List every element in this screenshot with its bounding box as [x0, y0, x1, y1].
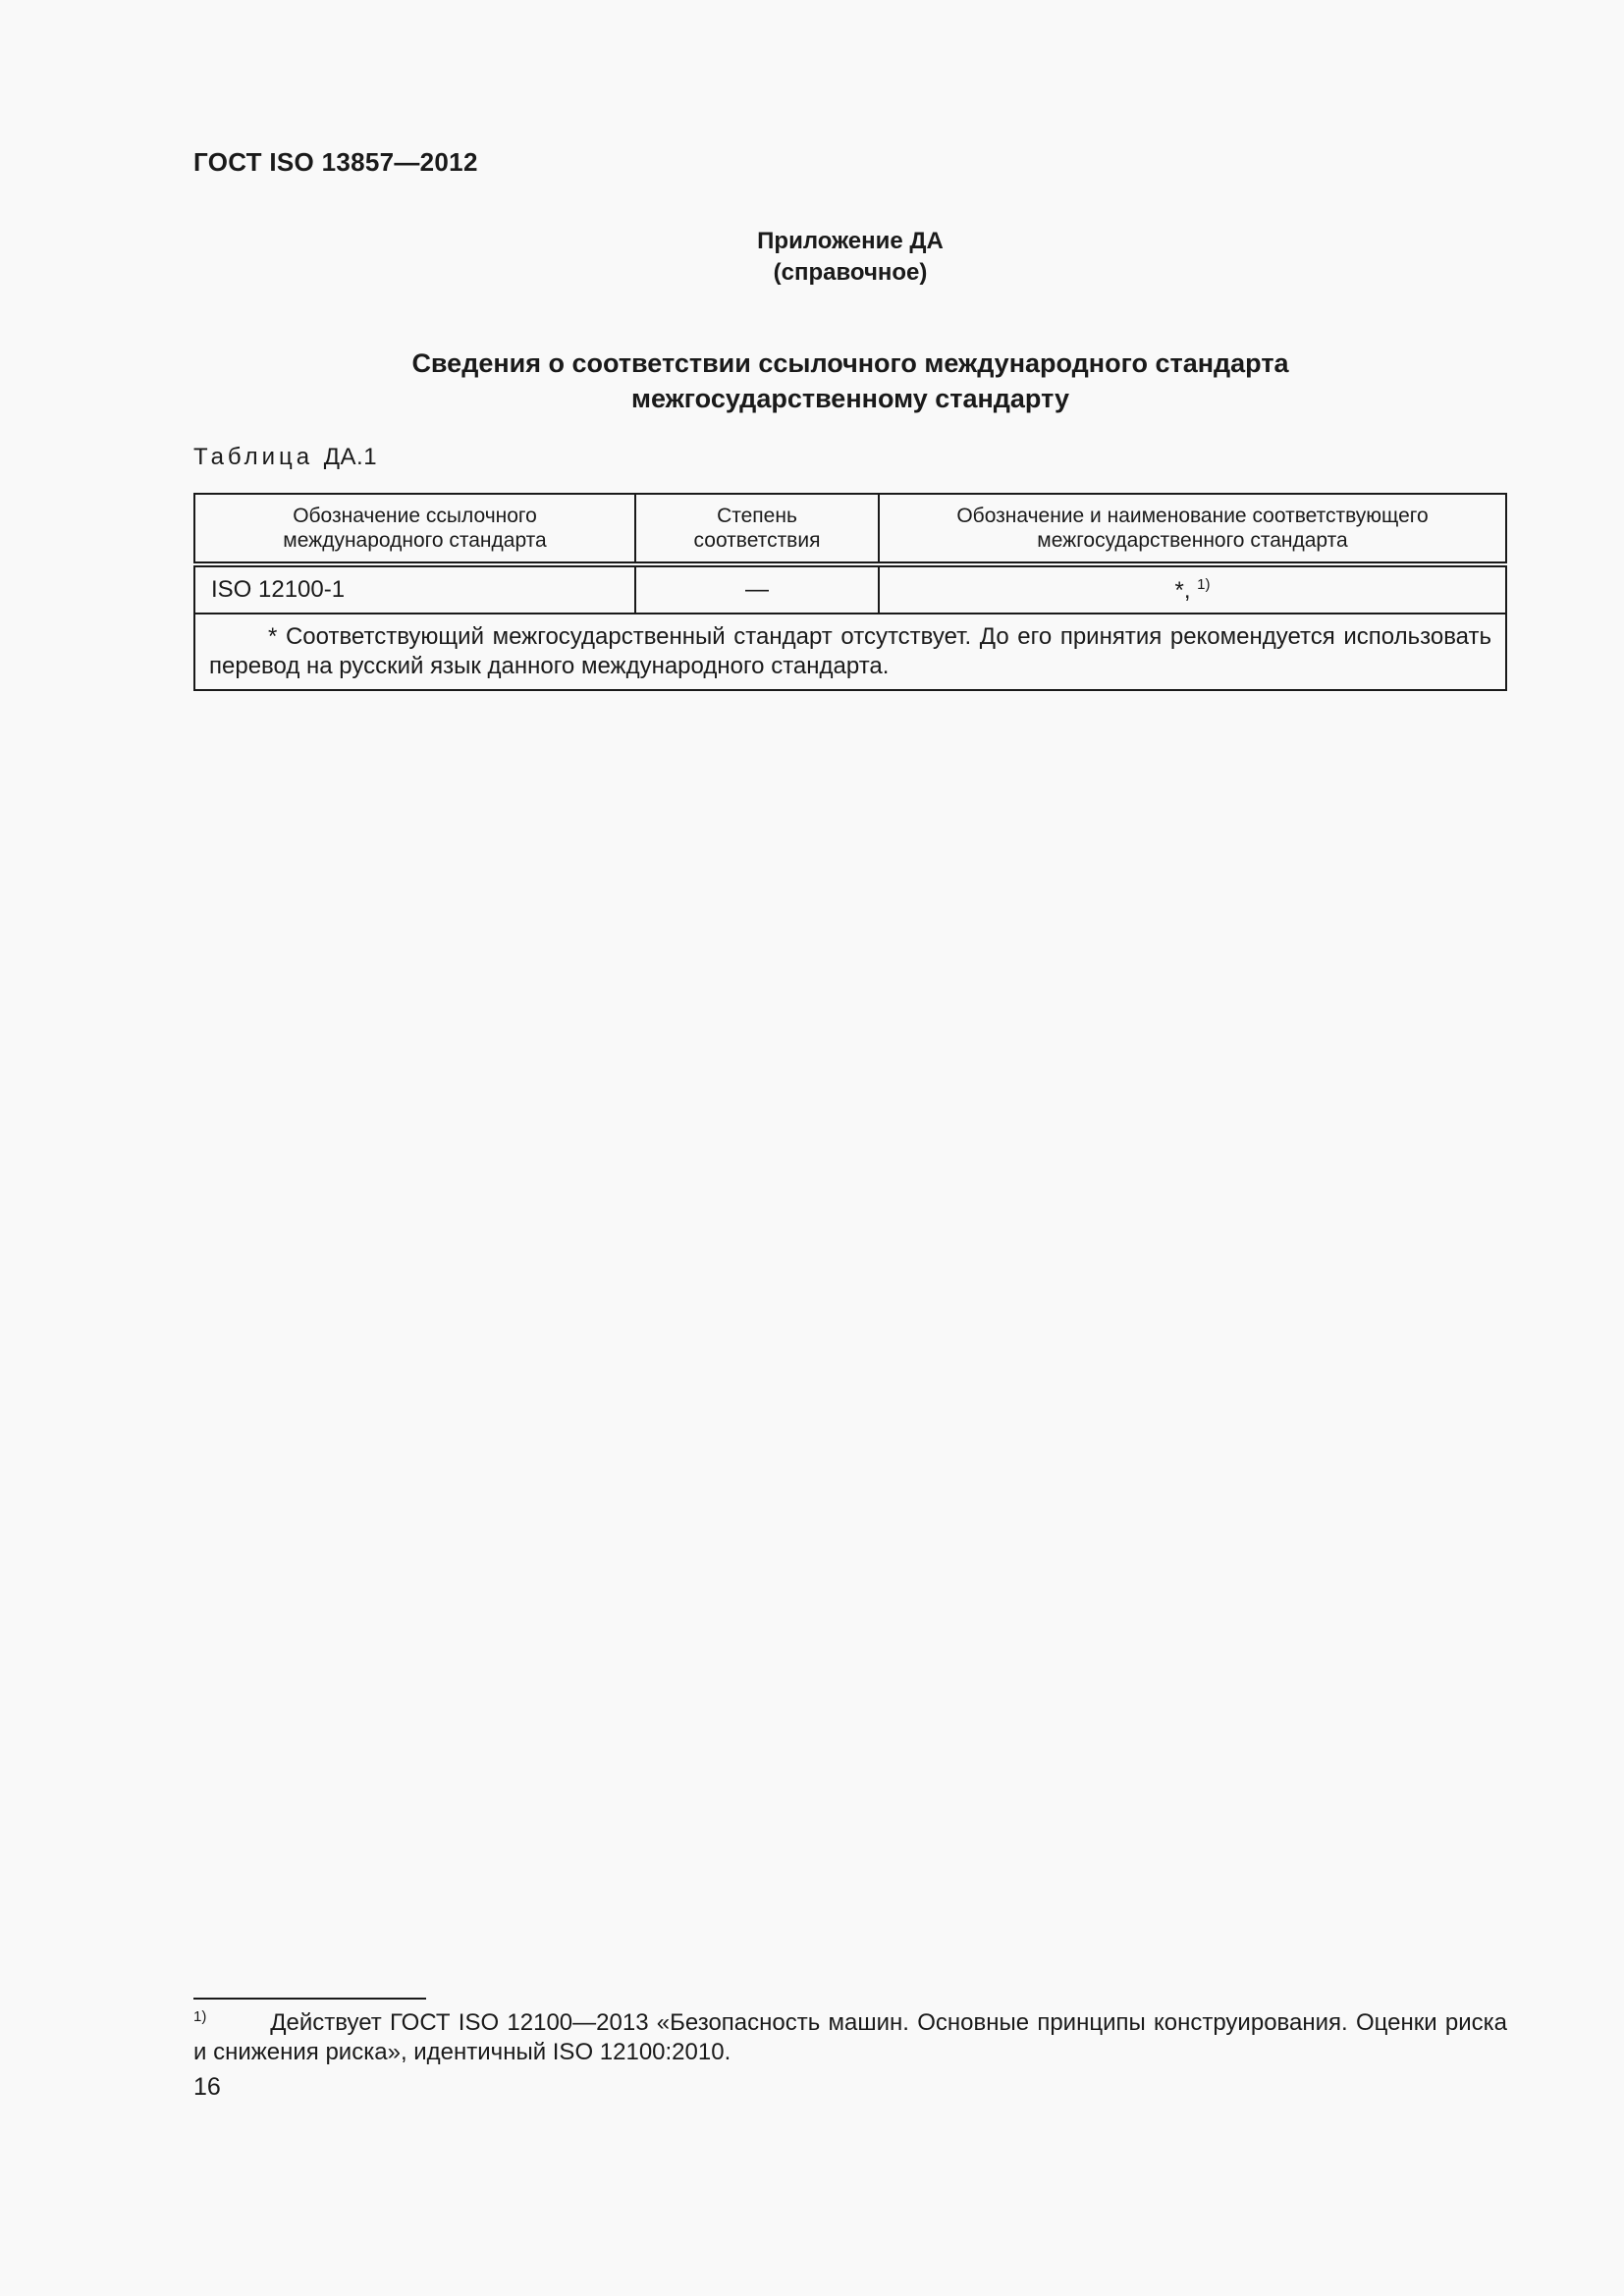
header-line: межгосударственного стандарта — [1037, 529, 1348, 552]
header-line: соответствия — [693, 529, 821, 552]
header-line: международного стандарта — [283, 529, 547, 552]
table-caption-number: ДА.1 — [323, 444, 378, 470]
annex-title-line-2: межгосударственному стандарту — [631, 384, 1069, 413]
header-reference-standard — [194, 494, 635, 564]
cell-interstate — [879, 564, 1506, 614]
header-degree — [635, 494, 879, 564]
document-code: ГОСТ ISO 13857—2012 — [193, 147, 478, 177]
annex-heading — [193, 226, 1507, 289]
header-line: Степень — [717, 505, 797, 527]
annex-label: Приложение ДА — [757, 228, 944, 254]
correspondence-table — [193, 493, 1507, 691]
table-note-text: * Соответствующий межгосударственный стандарт отсутствует. До его принятия рекомендуется использовать перевод на русский язык данного международного стандарта. — [209, 623, 1491, 679]
footnote-divider — [193, 1998, 426, 2000]
table-header-row — [194, 494, 1506, 564]
header-interstate-standard — [879, 494, 1506, 564]
header-line: Обозначение и наименование соответствующего — [956, 505, 1429, 527]
annex-kind: (справочное) — [773, 259, 928, 286]
annex-title-line-1: Сведения о соответствии ссылочного международного стандарта — [411, 348, 1289, 378]
footnote-ref: 1) — [1197, 575, 1211, 593]
annex-title — [193, 346, 1507, 416]
cell-mark: *, — [1174, 576, 1191, 604]
header-line: Обозначение ссылочного — [293, 505, 537, 527]
table-note — [194, 614, 1506, 690]
table-row — [194, 564, 1506, 614]
cell-degree: — — [635, 564, 879, 614]
table-caption — [193, 444, 377, 471]
footnote-text: Действует ГОСТ ISO 12100—2013 «Безопасность машин. Основные принципы конструирования. Оценки риска и снижения риска», идентичный ISO 12100:2010. — [193, 2009, 1507, 2065]
footnote-mark: 1) — [193, 2008, 207, 2025]
footnote — [193, 2002, 1507, 2067]
table-caption-word: Таблица — [193, 444, 314, 470]
table-note-row — [194, 614, 1506, 690]
cell-reference: ISO 12100-1 — [194, 564, 635, 614]
page-number: 16 — [193, 2073, 221, 2101]
